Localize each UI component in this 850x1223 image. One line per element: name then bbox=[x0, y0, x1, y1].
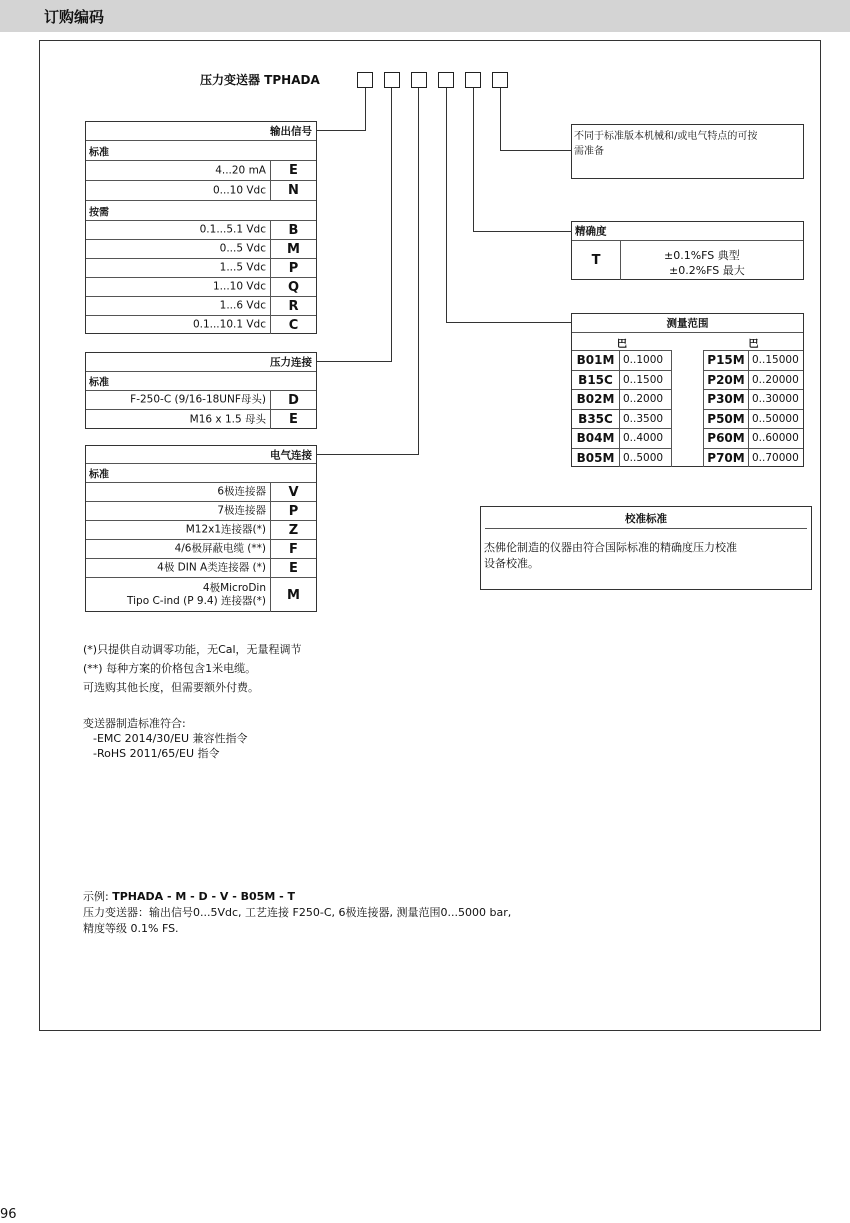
table-row bbox=[86, 521, 316, 540]
option-code: M bbox=[270, 240, 316, 258]
calibration-box bbox=[480, 506, 812, 590]
range-code: B35C bbox=[572, 409, 620, 429]
range-code: P70M bbox=[703, 448, 749, 468]
table-row bbox=[86, 502, 316, 521]
connector-line bbox=[500, 150, 572, 151]
example-prefix: 示例: bbox=[83, 890, 109, 903]
section-row bbox=[86, 464, 316, 483]
table-title-row bbox=[572, 222, 803, 241]
code-box-1 bbox=[357, 72, 373, 88]
connector-line bbox=[418, 88, 419, 454]
connector-line bbox=[446, 88, 447, 322]
connector-line bbox=[316, 454, 419, 455]
note-auto-zero: (*)只提供自动调零功能，无Cal，无量程调节 bbox=[83, 643, 302, 656]
table-title-row bbox=[572, 314, 803, 333]
accuracy-max: ±0.2%FS 最大 bbox=[669, 264, 745, 277]
range-code: B01M bbox=[572, 350, 620, 370]
code-box-4 bbox=[438, 72, 454, 88]
compliance-rohs: -RoHS 2011/65/EU 指令 bbox=[93, 747, 220, 760]
compliance-title: 变送器制造标准符合: bbox=[83, 717, 186, 730]
option-code: R bbox=[270, 297, 316, 315]
divider bbox=[485, 528, 807, 529]
option-code: E bbox=[270, 161, 316, 180]
section-header bbox=[0, 0, 850, 32]
range-value: 0..50000 bbox=[749, 409, 803, 429]
option-code: E bbox=[270, 410, 316, 429]
example-description: 压力变送器：输出信号0...5Vdc, 工艺连接 F250-C, 6极连接器, 测量范围0...5000 bar, bbox=[83, 906, 512, 919]
section-label: 按需 bbox=[89, 207, 109, 218]
table-row bbox=[86, 221, 316, 240]
range-code: P50M bbox=[703, 409, 749, 429]
range-grid bbox=[572, 350, 803, 467]
table-row bbox=[86, 181, 316, 201]
table-title: 测量范围 bbox=[666, 317, 709, 330]
option-label: M16 x 1.5 母头 bbox=[189, 413, 266, 425]
option-label: 6极连接器 bbox=[217, 485, 266, 498]
option-label: 4/6极屏蔽电缆 (**) bbox=[174, 542, 266, 555]
pressure-connection-table bbox=[85, 352, 317, 429]
section-label: 标准 bbox=[89, 377, 109, 389]
option-label: 7极连接器 bbox=[217, 504, 266, 517]
section-row bbox=[86, 201, 316, 221]
connector-line bbox=[446, 322, 572, 323]
range-value: 0..70000 bbox=[749, 448, 803, 468]
example-code: TPHADA - M - D - V - B05M - T bbox=[112, 890, 296, 903]
option-label: 0.1...10.1 Vdc bbox=[192, 318, 266, 331]
option-label-line2: Tipo C-ind (P 9.4) 连接器(*) bbox=[127, 595, 266, 607]
code-box-6 bbox=[492, 72, 508, 88]
connector-line bbox=[316, 130, 366, 131]
note-cable: (**) 每种方案的价格包含1米电缆。 bbox=[83, 662, 257, 675]
code-box-3 bbox=[411, 72, 427, 88]
range-code: B04M bbox=[572, 428, 620, 448]
option-code: V bbox=[270, 483, 316, 501]
electrical-connection-table bbox=[85, 445, 317, 612]
section-row bbox=[86, 141, 316, 161]
table-row bbox=[86, 240, 316, 259]
range-code: B02M bbox=[572, 389, 620, 409]
option-code: D bbox=[270, 391, 316, 409]
note-length: 可选购其他长度，但需要额外付费。 bbox=[83, 681, 259, 694]
variant-text-line2: 需准备 bbox=[574, 146, 604, 157]
section-label: 标准 bbox=[89, 147, 109, 158]
connector-line bbox=[316, 361, 392, 362]
range-code: P60M bbox=[703, 428, 749, 448]
option-label: 1...10 Vdc bbox=[212, 280, 266, 293]
table-row bbox=[86, 410, 316, 429]
connector-line bbox=[473, 231, 572, 232]
calibration-text-line2: 设备校准。 bbox=[484, 557, 539, 570]
option-label-line1: 4极MicroDin bbox=[202, 582, 266, 594]
range-code: P30M bbox=[703, 389, 749, 409]
accuracy-table bbox=[571, 221, 804, 280]
accuracy-typical: ±0.1%FS 典型 bbox=[664, 249, 740, 262]
connector-line bbox=[391, 88, 392, 361]
example-accuracy: 精度等级 0.1% FS. bbox=[83, 922, 179, 935]
table-row bbox=[86, 278, 316, 297]
unit-row bbox=[572, 333, 803, 350]
range-value: 0..60000 bbox=[749, 428, 803, 448]
option-code: F bbox=[270, 540, 316, 558]
range-value: 0..5000 bbox=[620, 448, 672, 468]
code-box-2 bbox=[384, 72, 400, 88]
option-code: P bbox=[270, 502, 316, 520]
table-row bbox=[86, 316, 316, 334]
table-title-row bbox=[86, 353, 316, 372]
variant-box bbox=[571, 124, 804, 179]
model-label: 压力变送器 TPHADA bbox=[200, 73, 320, 87]
range-code: P15M bbox=[703, 350, 749, 370]
table-title: 压力连接 bbox=[270, 356, 312, 369]
table-title: 输出信号 bbox=[270, 125, 312, 138]
option-label: 4...20 mA bbox=[215, 164, 266, 176]
section-row bbox=[86, 372, 316, 391]
table-title: 电气连接 bbox=[270, 449, 312, 461]
table-row bbox=[86, 259, 316, 278]
option-label: 0...10 Vdc bbox=[212, 184, 266, 196]
option-code: Q bbox=[270, 278, 316, 296]
section-title: 订购编码 bbox=[44, 8, 105, 26]
range-value: 0..3500 bbox=[620, 409, 672, 429]
option-label: 4极 DIN A类连接器 (*) bbox=[157, 561, 266, 574]
table-row bbox=[86, 483, 316, 502]
table-row bbox=[572, 241, 803, 280]
table-row bbox=[86, 161, 316, 181]
option-label: 1...6 Vdc bbox=[219, 299, 266, 312]
option-code: E bbox=[270, 559, 316, 577]
table-row bbox=[86, 391, 316, 410]
calibration-title: 校准标准 bbox=[625, 513, 667, 525]
option-code: B bbox=[270, 221, 316, 239]
connector-line bbox=[473, 88, 474, 231]
example-line1 bbox=[83, 888, 295, 904]
range-code: P20M bbox=[703, 370, 749, 390]
compliance-emc: -EMC 2014/30/EU 兼容性指令 bbox=[93, 732, 248, 745]
variant-text-line1: 不同于标准版本机械和/或电气特点的可按 bbox=[574, 131, 758, 142]
table-title-row bbox=[86, 446, 316, 464]
connector-line bbox=[500, 88, 501, 150]
output-signal-table bbox=[85, 121, 317, 334]
option-code: N bbox=[270, 181, 316, 200]
range-code: B15C bbox=[572, 370, 620, 390]
table-row bbox=[86, 559, 316, 578]
connector-line bbox=[365, 88, 366, 130]
table-title-row bbox=[86, 122, 316, 141]
option-label: 0.1...5.1 Vdc bbox=[199, 223, 266, 236]
option-label: M12x1连接器(*) bbox=[185, 523, 266, 536]
range-table bbox=[571, 313, 804, 467]
range-value: 0..1000 bbox=[620, 350, 672, 370]
code-box-5 bbox=[465, 72, 481, 88]
section-label: 标准 bbox=[89, 469, 109, 481]
unit-label-left: 巴 bbox=[617, 339, 627, 350]
range-value: 0..4000 bbox=[620, 428, 672, 448]
option-label: 1...5 Vdc bbox=[219, 261, 266, 274]
calibration-text-line1: 杰佛伦制造的仪器由符合国际标准的精确度压力校准 bbox=[484, 541, 737, 554]
range-value: 0..15000 bbox=[749, 350, 803, 370]
option-code: M bbox=[270, 578, 316, 612]
option-code: Z bbox=[270, 521, 316, 539]
table-title: 精确度 bbox=[575, 225, 607, 238]
option-label: 0...5 Vdc bbox=[219, 242, 266, 255]
range-value: 0..2000 bbox=[620, 389, 672, 409]
table-row bbox=[86, 297, 316, 316]
option-label: F-250-C (9/16-18UNF母头) bbox=[130, 393, 266, 406]
page-number: 96 bbox=[0, 1207, 17, 1222]
option-code: C bbox=[270, 316, 316, 334]
option-code: P bbox=[270, 259, 316, 277]
range-value: 0..30000 bbox=[749, 389, 803, 409]
range-code: B05M bbox=[572, 448, 620, 468]
option-code: T bbox=[572, 241, 621, 280]
table-row bbox=[86, 540, 316, 559]
table-row bbox=[86, 578, 316, 612]
option-label bbox=[89, 582, 266, 608]
range-value: 0..20000 bbox=[749, 370, 803, 390]
unit-label-right: 巴 bbox=[748, 339, 759, 350]
range-value: 0..1500 bbox=[620, 370, 672, 390]
